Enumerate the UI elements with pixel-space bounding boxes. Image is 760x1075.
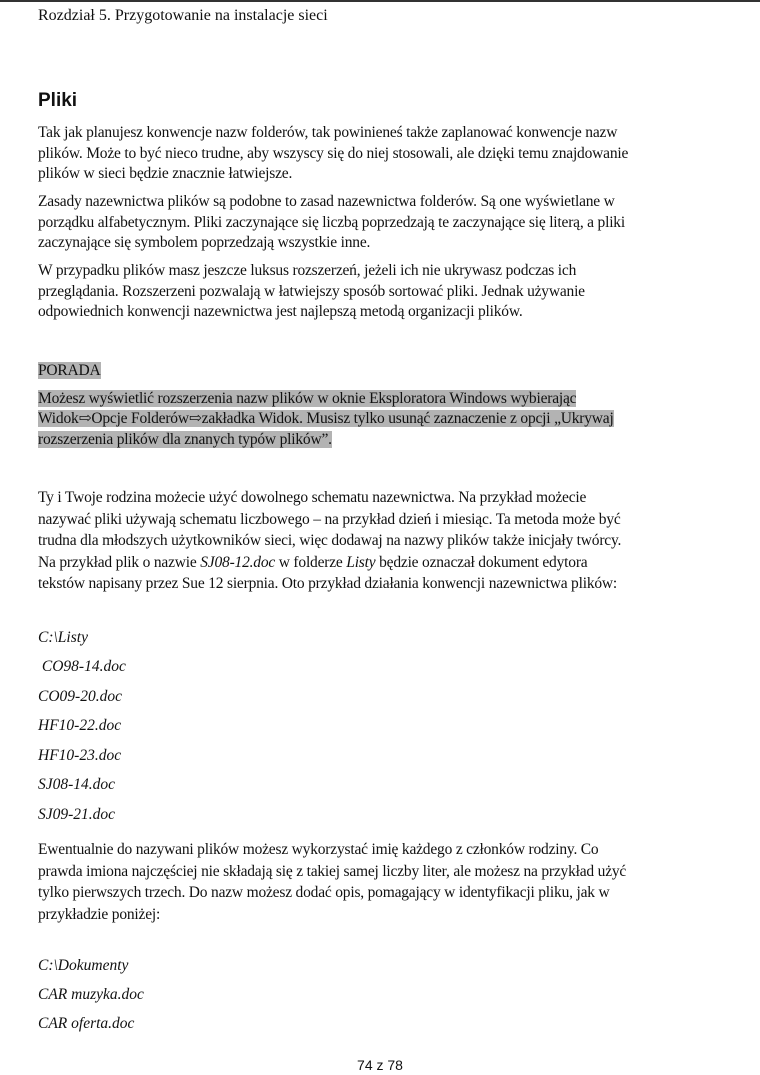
text-line: porządku alfabetycznym. Pliki zaczynające się liczbą poprzedzają te zaczynające się literą, a pliki [38,213,625,231]
tip-line: Widok⇨Opcje Folderów⇨zakładka Widok. Musisz tylko usunąć zaznaczenie z opcji „Ukrywaj [38,410,614,427]
text-line: zaczynające się symbolem poprzedzają wszystkie inne. [38,234,371,251]
text-line: przykładzie poniżej: [38,905,161,923]
text-line: Zasady nazewnictwa plików są podobne to zasad nazewnictwa folderów. Są one wyświetlane w [38,193,615,210]
list-item: CO98-14.doc [38,658,126,675]
folder-name: Listy [346,553,376,571]
text-line: trudna dla młodszych użytkowników sieci, więc dodawaj na nazwy plików także inicjały twórcy. [38,532,622,549]
list-item: CAR oferta.doc [38,1015,135,1032]
list-item: CO09-20.doc [38,688,122,705]
list-item: HF10-22.doc [38,717,122,734]
tip-line: rozszerzenia plików dla znanych typów plików”. [38,430,332,448]
text-line: plików w sieci będzie znacznie łatwiejsze. [38,165,293,182]
list-item: C:\Dokumenty [38,957,129,974]
paragraph-1 [38,123,728,185]
paragraph-3 [38,261,728,323]
list-item: SJ08-14.doc [38,776,116,793]
list-item: SJ09-21.doc [38,806,116,823]
text-line: odpowiednich konwencji nazewnictwa jest najlepszą metodą organizacji plików. [38,303,523,320]
text-span: Na przykład plik o nazwie [38,553,201,571]
text-line: W przypadku plików masz jeszcze luksus rozszerzeń, jeżeli ich nie ukrywasz podczas ich [38,262,577,279]
text-span: będzie oznaczał dokument edytora [375,553,588,571]
page-number: 74 z 78 [357,1057,403,1073]
section-title: Pliki [38,90,78,111]
file-name: SJ08-12.doc [200,553,276,571]
tip-box [38,361,728,450]
tip-label: PORADA [38,362,101,379]
text-span: w folderze [275,553,347,571]
text-line: plików. Może to być nieco trudne, aby wszyscy się do niej stosowali, ale dzięki temu znajdowanie [38,144,629,162]
text-line [38,552,728,574]
text-line: prawda imiona najczęściej nie składają się z takiej samej liczby liter, ale możesz na przykład użyć [38,862,627,880]
text-line: Ewentualnie do nazywani plików możesz wykorzystać imię każdego z członków rodziny. Co [38,841,599,858]
paragraph-2 [38,192,728,254]
list-item: CAR muzyka.doc [38,986,144,1003]
text-line: Tak jak planujesz konwencje nazw folderów, tak powinieneś także zaplanować konwencje nazw [38,124,618,141]
paragraph-5 [38,839,728,925]
list-item: C:\Listy [38,629,88,646]
paragraph-4 [38,487,728,595]
text-line: tylko pierwszych trzech. Do nazw możesz dodać opis, pomagający w identyfikacji pliku, jak w [38,884,610,901]
text-line: tekstów napisany przez Sue 12 sierpnia. Oto przykład działania konwencji nazewnictwa plików: [38,575,618,592]
list-item: HF10-23.doc [38,747,122,764]
text-line: przeglądania. Rozszerzeni pozwalają w łatwiejszy sposób sortować pliki. Jednak używanie [38,282,585,300]
running-header: Rozdział 5. Przygotowanie na instalacje sieci [38,7,328,24]
text-line: nazywać pliki używają schematu liczbowego – na przykład dzień i miesiąc. Ta metoda może być [38,510,621,528]
page-top-border [0,0,760,2]
tip-line: Możesz wyświetlić rozszerzenia nazw plików w oknie Eksploratora Windows wybierając [38,389,577,407]
text-line: Ty i Twoje rodzina możecie użyć dowolnego schematu nazewnictwa. Na przykład możecie [38,489,587,506]
